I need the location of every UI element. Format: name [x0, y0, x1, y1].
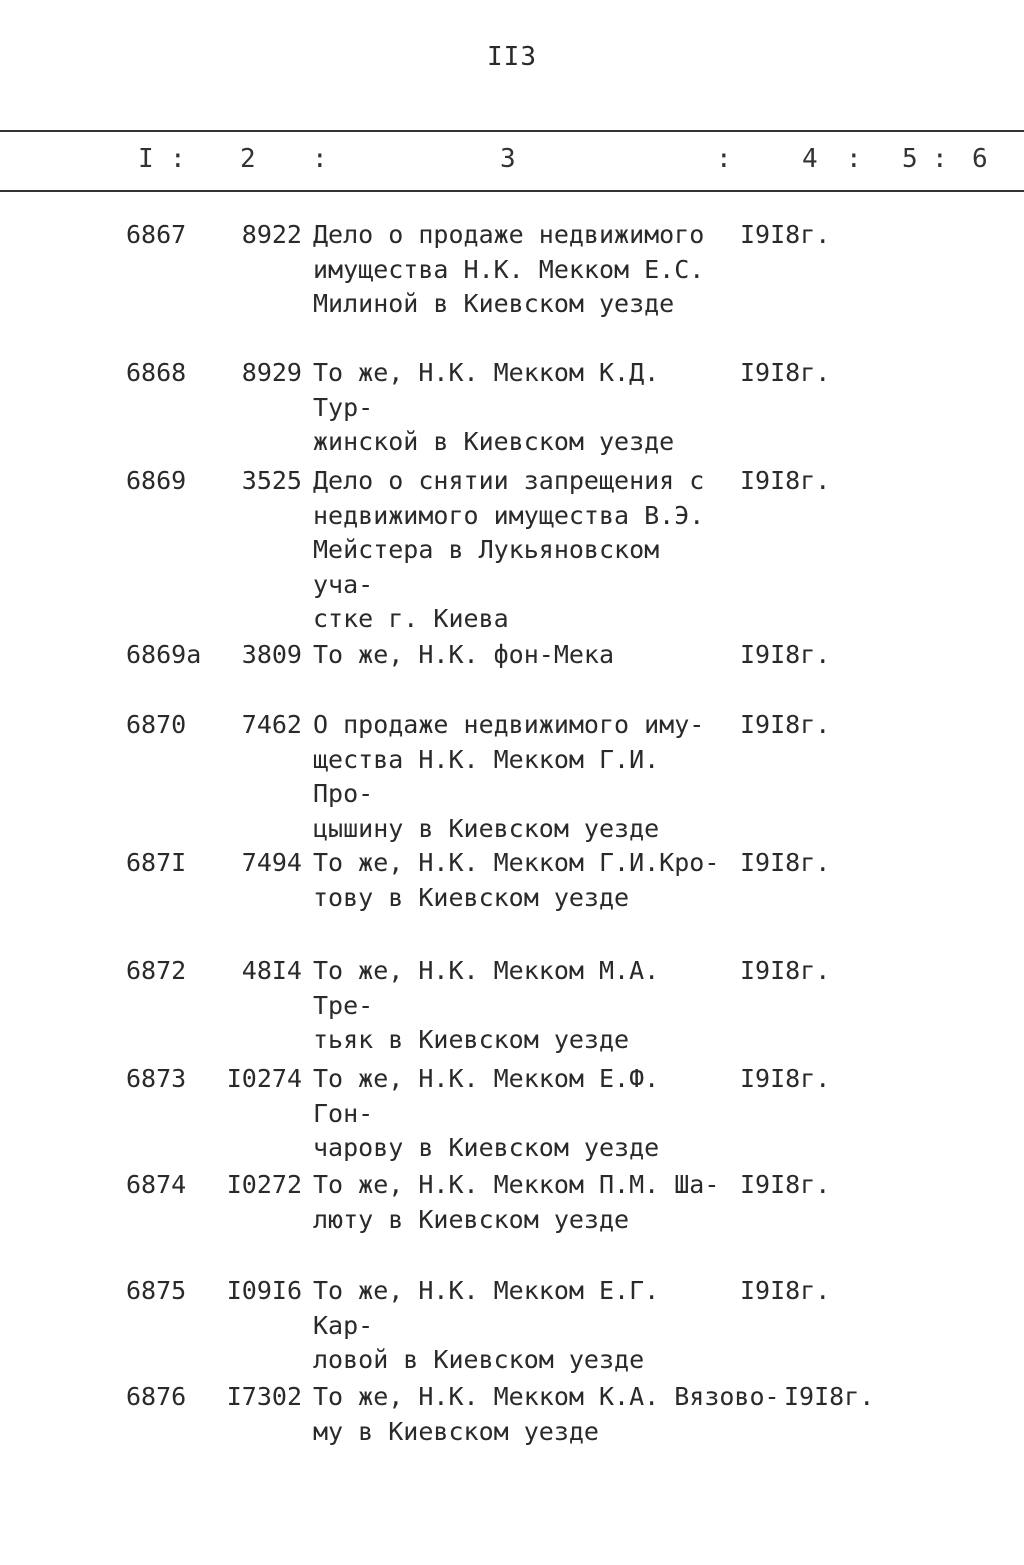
record-number: 6869 — [126, 466, 187, 495]
record-case-number: 3809 — [241, 640, 302, 669]
record-year: I9I8г. — [784, 1382, 875, 1411]
record-title: То же, Н.К. Мекком Е.Г. Кар- ловой в Киевском уезде — [313, 1276, 660, 1374]
record-number: 6873 — [126, 1064, 187, 1093]
record-year: I9I8г. — [740, 710, 831, 739]
record-case-number: 3525 — [241, 466, 302, 495]
header-separator: : — [846, 144, 862, 174]
record-number: 6874 — [126, 1170, 187, 1199]
record-year: I9I8г. — [740, 466, 831, 495]
record-case-number: 48I4 — [241, 956, 302, 985]
record-year: I9I8г. — [740, 220, 831, 249]
record-year: I9I8г. — [740, 1064, 831, 1093]
header-col5: 5 — [902, 144, 918, 174]
record-title: То же, Н.К. Мекком П.М. Ша- люту в Киевском уезде — [313, 1170, 720, 1234]
record-year: I9I8г. — [740, 848, 831, 877]
header-col3: 3 — [500, 144, 516, 174]
record-number: 6876 — [126, 1382, 187, 1411]
record-case-number: I09I6 — [226, 1276, 302, 1305]
record-title: То же, Н.К. Мекком Е.Ф. Гон- чарову в Киевском уезде — [313, 1064, 660, 1162]
record-title: То же, Н.К. фон-Мека — [313, 640, 615, 669]
record-case-number: I0274 — [226, 1064, 302, 1093]
record-number: 6875 — [126, 1276, 187, 1305]
record-case-number: 8922 — [241, 220, 302, 249]
record-case-number: 8929 — [241, 358, 302, 387]
record-number: 6867 — [126, 220, 187, 249]
record-title: То же, Н.К. Мекком К.Д. Тур- жинской в Киевском уезде — [313, 358, 675, 456]
record-title: То же, Н.К. Мекком Г.И.Кро- тову в Киевском уезде — [313, 848, 720, 912]
record-title: О продаже недвижимого иму- щества Н.К. Мекком Г.И. Про- цышину в Киевском уезде — [313, 710, 705, 843]
header-col2: 2 — [240, 144, 256, 174]
record-year: I9I8г. — [740, 956, 831, 985]
header-top-rule — [0, 130, 1024, 132]
record-number: 6870 — [126, 710, 187, 739]
record-year: I9I8г. — [740, 640, 831, 669]
record-case-number: 7494 — [241, 848, 302, 877]
header-separator: : — [716, 144, 732, 174]
record-title: Дело о снятии запрещения с недвижимого имущества В.Э. Мейстера в Лукьяновском уча- стке г. Киева — [313, 466, 705, 633]
record-case-number: I7302 — [226, 1382, 302, 1411]
record-case-number: 7462 — [241, 710, 302, 739]
header-separator: : — [932, 144, 948, 174]
record-number: 6868 — [126, 358, 187, 387]
header-bottom-rule — [0, 190, 1024, 192]
record-number: 6872 — [126, 956, 187, 985]
record-title: Дело о продаже недвижимого имущества Н.К. Мекком Е.С. Милиной в Киевском уезде — [313, 220, 705, 318]
record-case-number: I0272 — [226, 1170, 302, 1199]
record-year: I9I8г. — [740, 1276, 831, 1305]
header-col4: 4 — [802, 144, 818, 174]
record-year: I9I8г. — [740, 1170, 831, 1199]
record-title: То же, Н.К. Мекком М.А. Тре- тьяк в Киевском уезде — [313, 956, 660, 1054]
record-year: I9I8г. — [740, 358, 831, 387]
header-separator: : — [312, 144, 328, 174]
header-col1: I — [138, 144, 154, 174]
page-number: II3 — [487, 42, 537, 72]
header-separator: : — [170, 144, 186, 174]
record-title: То же, Н.К. Мекком К.А. Вязово- му в Киевском уезде — [313, 1382, 780, 1446]
record-number: 687I — [126, 848, 187, 877]
header-col6: 6 — [972, 144, 988, 174]
record-number: 6869а — [126, 640, 202, 669]
